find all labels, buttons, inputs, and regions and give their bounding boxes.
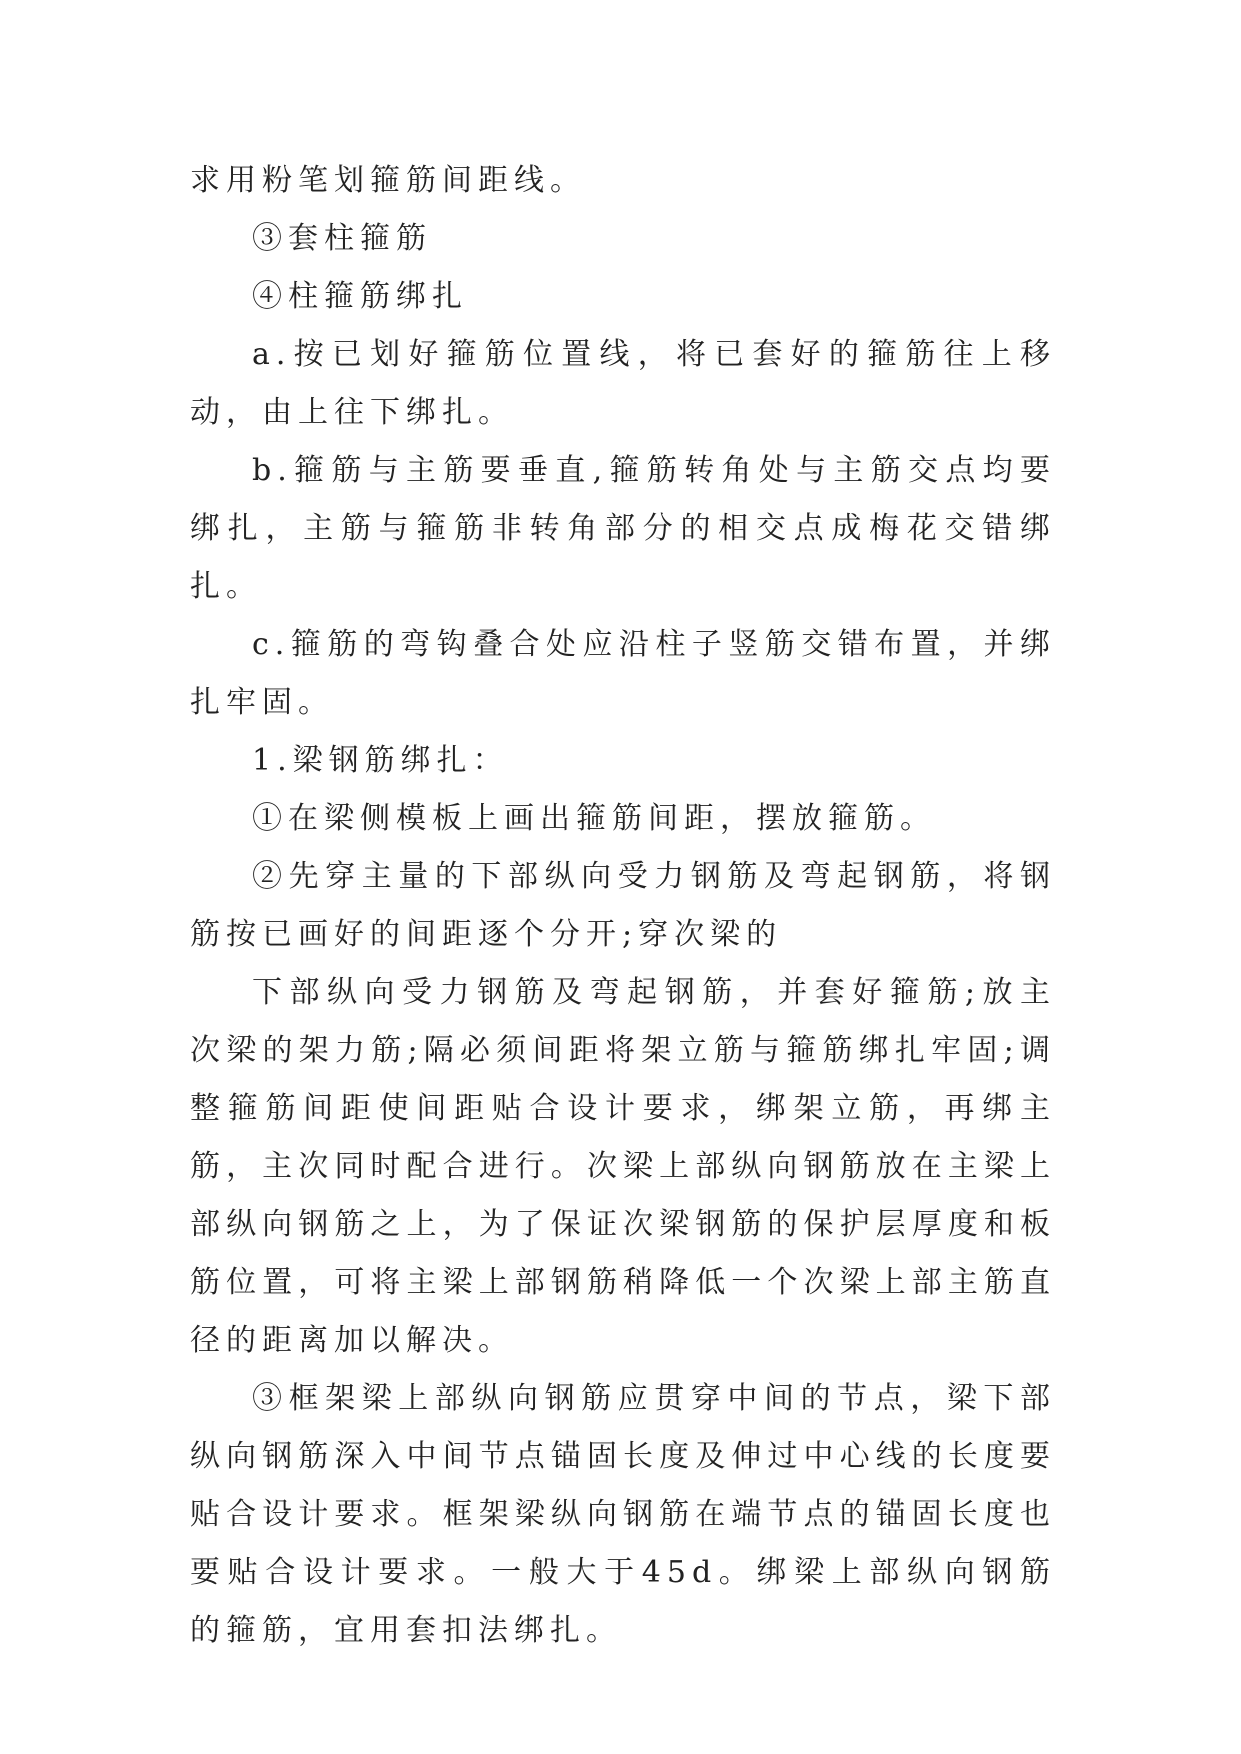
document-body bbox=[190, 152, 1056, 1660]
paragraph-beam-step-1: ①在梁侧模板上画出箍筋间距，摆放箍筋。 bbox=[252, 801, 936, 836]
paragraph-item-b: b.箍筋与主筋要垂直,箍筋转角处与主筋交点均要绑扎，主筋与箍筋非转角部分的相交点成梅花交错绑扎。 bbox=[190, 453, 1056, 604]
paragraph-beam-step-2-continued: 下部纵向受力钢筋及弯起钢筋，并套好箍筋;放主次梁的架力筋;隔必须间距将架立筋与箍筋绑扎牢固;调整箍筋间距使间距贴合设计要求，绑架立筋，再绑主筋，主次同时配合进行。次梁上部纵向钢筋放在主梁上部纵向钢筋之上，为了保证次梁钢筋的保护层厚度和板筋位置，可将主梁上部钢筋稍降低一个次梁上部主筋直径的距离加以解决。 bbox=[190, 975, 1056, 1358]
paragraph-item-a: a.按已划好箍筋位置线，将已套好的箍筋往上移动，由上往下绑扎。 bbox=[190, 337, 1056, 430]
paragraph-beam-step-2: ②先穿主量的下部纵向受力钢筋及弯起钢筋，将钢筋按已画好的间距逐个分开;穿次梁的 bbox=[190, 859, 1056, 952]
paragraph-item-c: c.箍筋的弯钩叠合处应沿柱子竖筋交错布置，并绑扎牢固。 bbox=[190, 627, 1056, 720]
paragraph-step-3-sleeve-stirrups: ③套柱箍筋 bbox=[252, 221, 432, 256]
paragraph-stirrup-marking-end: 求用粉笔划箍筋间距线。 bbox=[190, 163, 586, 198]
paragraph-step-4-column-stirrup-binding: ④柱箍筋绑扎 bbox=[252, 279, 468, 314]
paragraph-beam-step-3: ③框架梁上部纵向钢筋应贯穿中间的节点，梁下部纵向钢筋深入中间节点锚固长度及伸过中心线的长度要贴合设计要求。框架梁纵向钢筋在端节点的锚固长度也要贴合设计要求。一般大于45d。绑梁上部纵向钢筋的箍筋，宜用套扣法绑扎。 bbox=[190, 1381, 1056, 1648]
paragraph-beam-binding-heading: 1.梁钢筋绑扎： bbox=[252, 743, 509, 778]
